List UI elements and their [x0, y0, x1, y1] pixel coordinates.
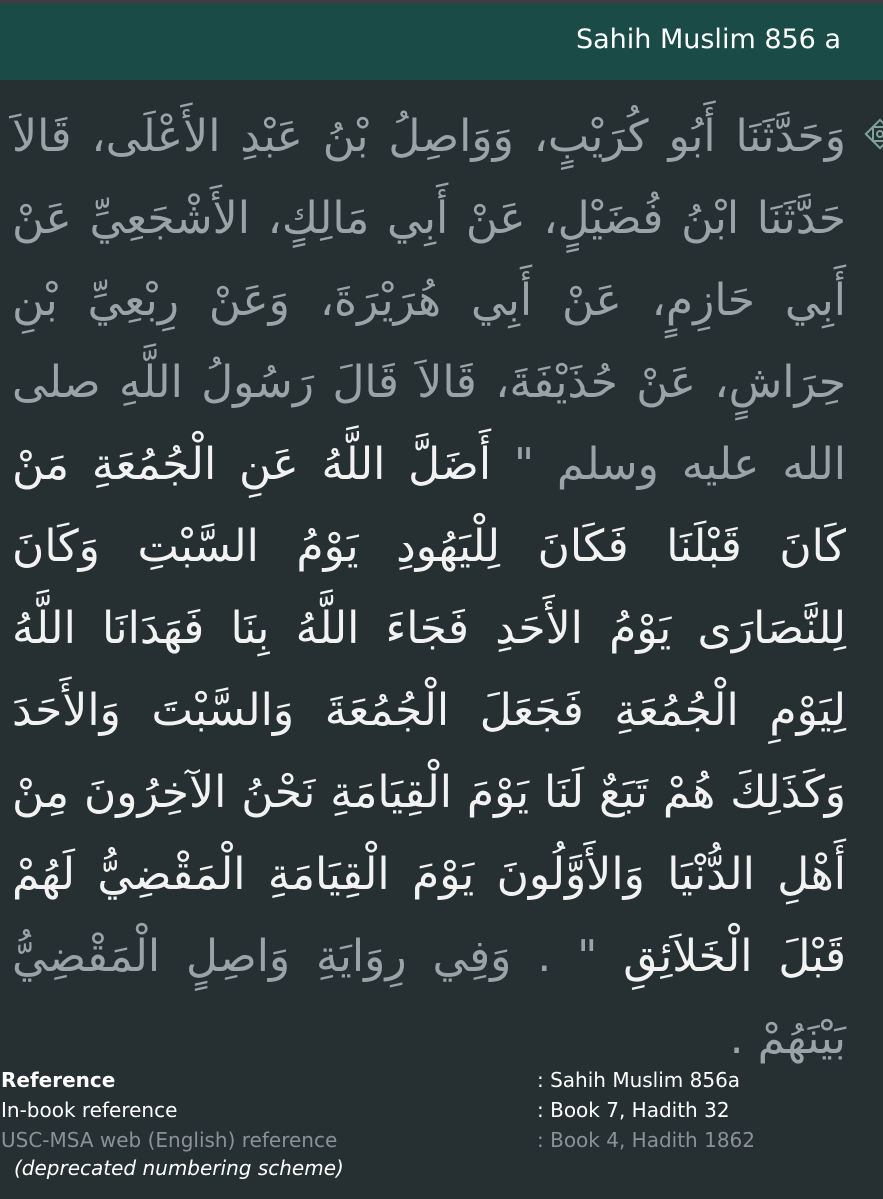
hadith-header: [0, 4, 883, 80]
in-book-reference-row: [0, 1098, 883, 1128]
in-book-reference-value: : Book 7, Hadith 32: [537, 1098, 730, 1122]
ornament-icon: [864, 118, 883, 158]
deprecated-numbering-note: (deprecated numbering scheme): [14, 1156, 344, 1180]
hadith-closing-text: " . وَفِي رِوَايَةِ وَاصِلٍ الْمَقْضِيُّ بَيْنَهُمْ .: [12, 931, 846, 1064]
usc-msa-reference-value: : Book 4, Hadith 1862: [537, 1128, 755, 1152]
reference-value: : Sahih Muslim 856a: [537, 1068, 741, 1092]
reference-label: Reference: [1, 1068, 116, 1092]
usc-msa-reference-label: USC-MSA web (English) reference: [1, 1128, 338, 1152]
hadith-matn-text: أَضَلَّ اللَّهُ عَنِ الْجُمُعَةِ مَنْ كَانَ قَبْلَنَا فَكَانَ لِلْيَهُودِ يَوْمُ السَّبْتِ وَكَانَ لِلنَّصَارَى يَوْمُ الأَحَدِ فَجَاءَ اللَّهُ بِنَا فَهَدَانَا اللَّهُ لِيَوْمِ الْجُمُعَةِ فَجَعَلَ الْجُمُعَةَ وَالسَّبْتَ وَالأَحَدَ وَكَذَلِكَ هُمْ تَبَعٌ لَنَا يَوْمَ الْقِيَامَةِ نَحْنُ الآخِرُونَ مِنْ أَهْلِ الدُّنْيَا وَالأَوَّلُونَ يَوْمَ الْقِيَامَةِ الْمَقْضِيُّ لَهُمْ قَبْلَ الْخَلاَئِقِ: [12, 439, 846, 982]
hadith-chain-text: وَحَدَّثَنَا أَبُو كُرَيْبٍ، وَوَاصِلُ بْنُ عَبْدِ الأَعْلَى، قَالاَ حَدَّثَنَا ابْنُ فُضَيْلٍ، عَنْ أَبِي مَالِكٍ، الأَشْجَعِيِّ عَنْ أَبِي حَازِمٍ، عَنْ أَبِي هُرَيْرَةَ، وَعَنْ رِبْعِيِّ بْنِ حِرَاشٍ، عَنْ حُذَيْفَةَ، قَالاَ قَالَ رَسُولُ اللَّهِ صلى الله عليه وسلم ": [12, 111, 846, 490]
hadith-title: Sahih Muslim 856 a: [575, 24, 841, 55]
reference-row: [0, 1068, 883, 1098]
in-book-reference-label: In-book reference: [1, 1098, 178, 1122]
hadith-arabic-text: [0, 96, 856, 1080]
usc-msa-reference-row: [0, 1128, 883, 1158]
